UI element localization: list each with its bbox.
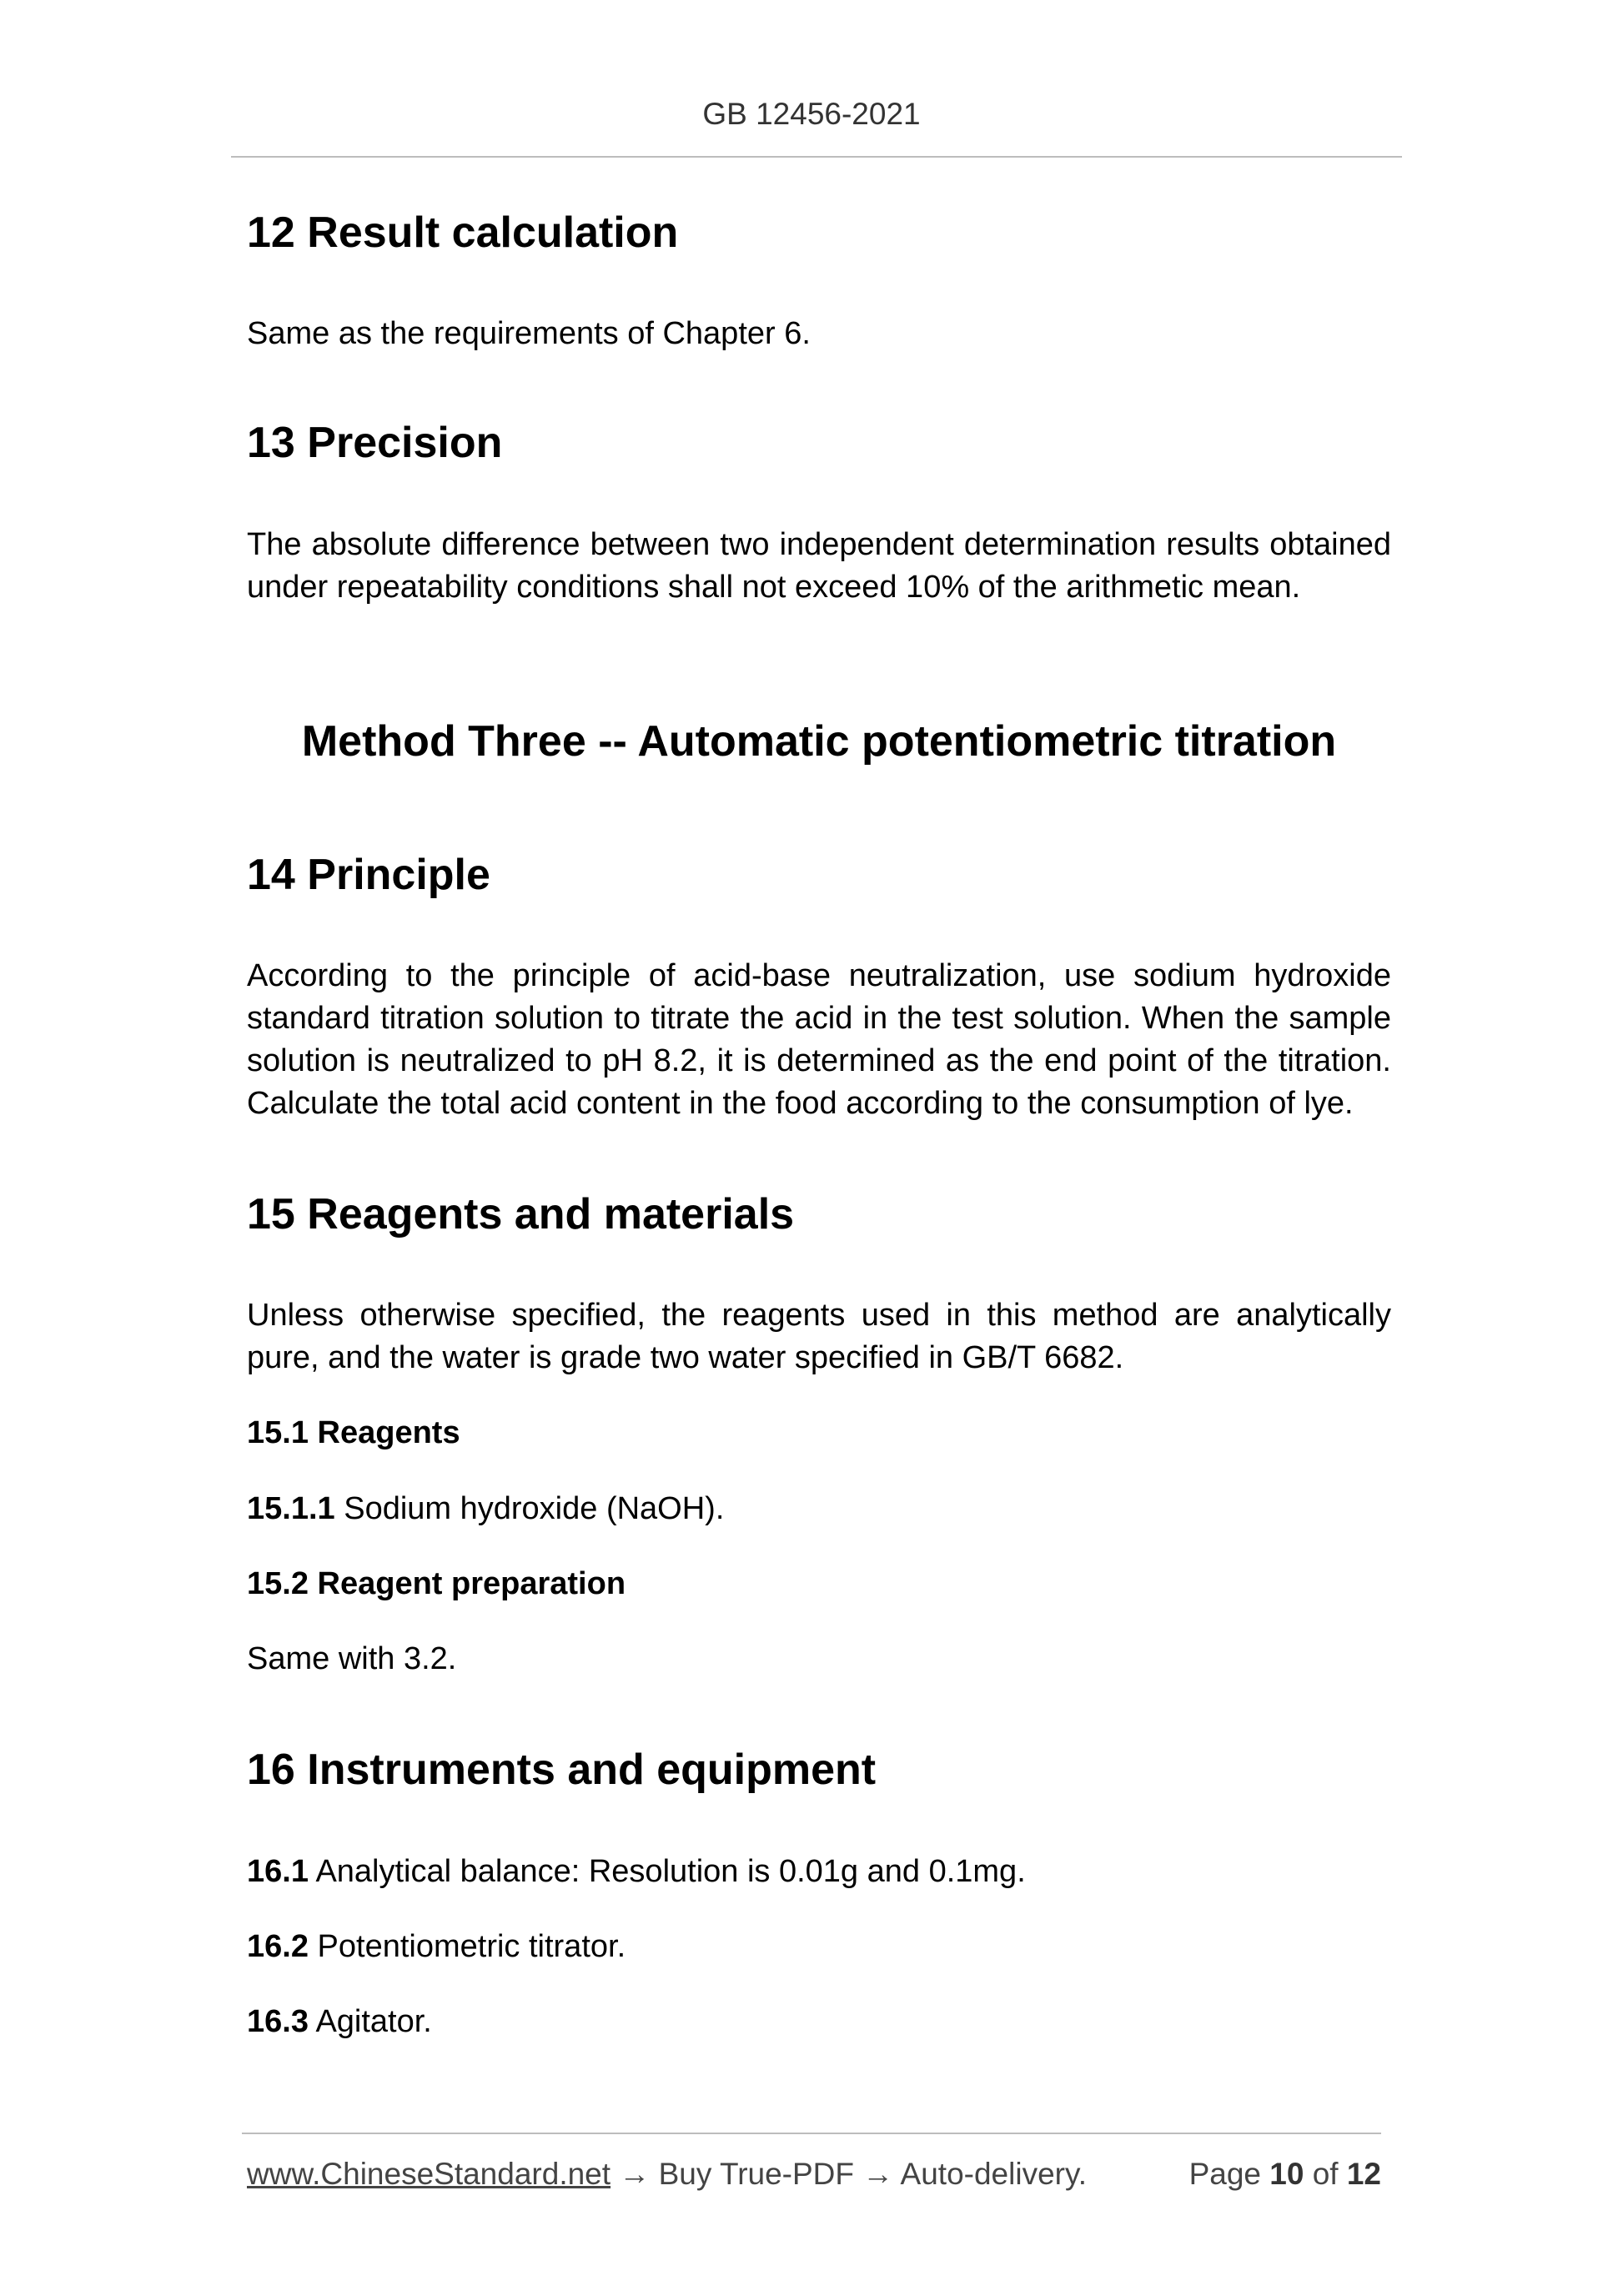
section-16-title: 16 Instruments and equipment: [247, 1746, 877, 1794]
section-16-3-item: [247, 2001, 1391, 2043]
item-text: Sodium hydroxide (NaOH).: [344, 1491, 725, 1526]
footer-left: [247, 2157, 1087, 2192]
item-number: 16.2: [247, 1929, 309, 1964]
section-14-title: 14 Principle: [247, 851, 490, 899]
section-15-2-text: Same with 3.2.: [247, 1641, 457, 1676]
arrow-right-icon: →: [619, 2157, 651, 2191]
item-number: 16.1: [247, 1854, 309, 1889]
page-label: Page: [1188, 2157, 1261, 2191]
item-text: Potentiometric titrator.: [317, 1929, 626, 1964]
item-text: Analytical balance: Resolution is 0.01g and 0.1mg.: [315, 1854, 1026, 1889]
section-15-text: Unless otherwise specified, the reagents used in this method are analytically pure, and the water is grade two water specified in GB/T 6682.: [247, 1298, 1391, 1375]
section-16-1-item: [247, 1851, 1391, 1893]
section-15-2-title: 15.2 Reagent preparation: [247, 1566, 626, 1601]
header-divider: [231, 156, 1402, 158]
item-text: Agitator.: [315, 2004, 432, 2039]
section-12-title: 12 Result calculation: [247, 208, 679, 257]
footer-divider: [242, 2133, 1381, 2134]
page-number: [1189, 2157, 1381, 2192]
page-total: 12: [1346, 2157, 1381, 2191]
section-15-1-1-item: [247, 1488, 1391, 1530]
auto-delivery-text: Auto-delivery.: [900, 2157, 1088, 2191]
arrow-right-icon: →: [862, 2157, 894, 2191]
section-15-title: 15 Reagents and materials: [247, 1190, 795, 1238]
section-12-text: Same as the requirements of Chapter 6.: [247, 316, 811, 351]
item-number: 16.3: [247, 2004, 309, 2039]
section-15-1-title: 15.1 Reagents: [247, 1415, 460, 1450]
section-13-title: 13 Precision: [247, 419, 503, 467]
page-current: 10: [1269, 2157, 1304, 2191]
section-13-text: The absolute difference between two independent determination results obtained under repeatability conditions shall not exceed 10% of the arithmetic mean.: [247, 527, 1391, 605]
item-number: 15.1.1: [247, 1491, 335, 1526]
method-three-title: Method Three -- Automatic potentiometric titration: [301, 717, 1337, 766]
website-link[interactable]: www.ChineseStandard.net: [247, 2157, 611, 2191]
document-code-header: GB 12456-2021: [702, 97, 921, 131]
buy-true-pdf-text: Buy True-PDF: [658, 2157, 855, 2191]
section-16-2-item: [247, 1926, 1391, 1968]
of-label: of: [1312, 2157, 1339, 2191]
section-14-text: According to the principle of acid-base neutralization, use sodium hydroxide standard titration solution to titrate the acid in the test solution. When the sample solution is neutralized to pH 8.2, it is determined as the end point of the titration. Calculate the total acid content in the food according to the consumption of lye.: [247, 958, 1391, 1121]
